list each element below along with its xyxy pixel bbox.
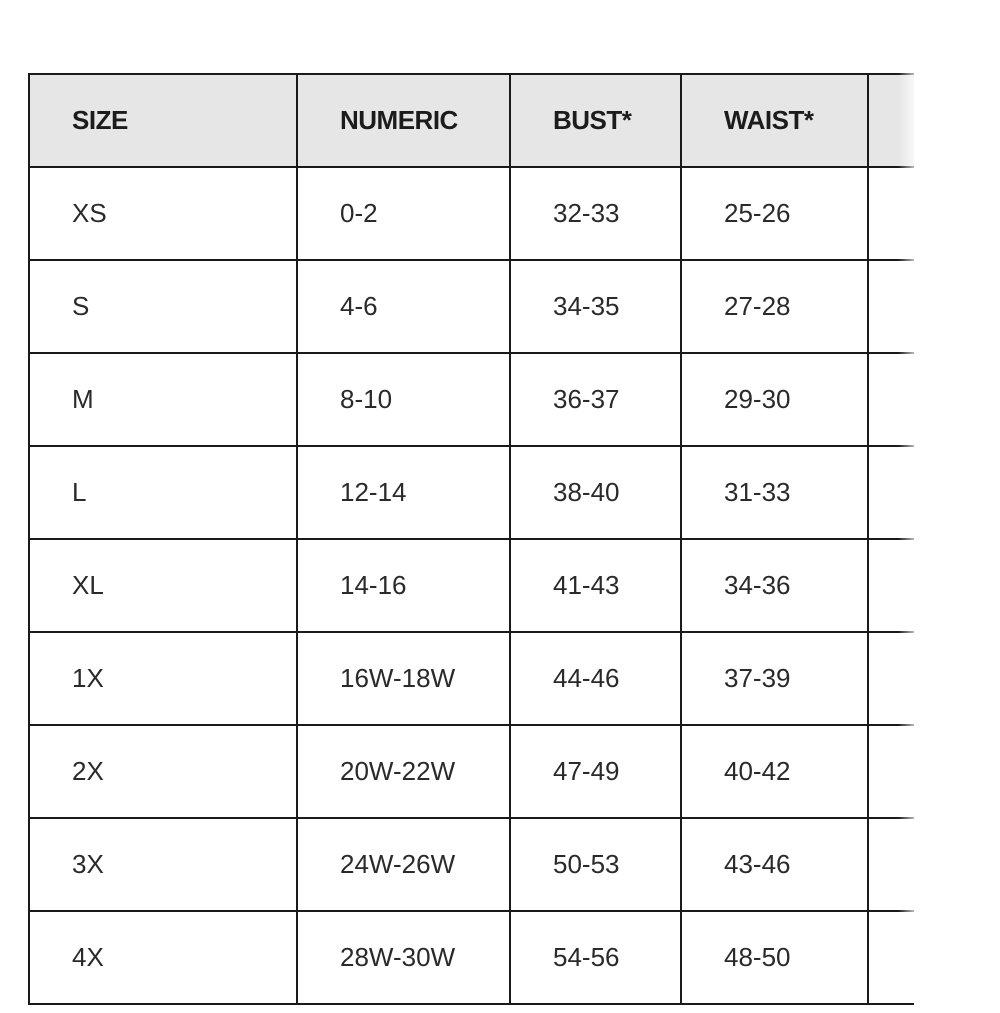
cell-cut-off xyxy=(868,539,914,632)
cell-size: 2X xyxy=(29,725,297,818)
table-row xyxy=(29,725,914,818)
cell-bust: 38-40 xyxy=(510,446,681,539)
cell-cut-off xyxy=(868,353,914,446)
cell-size: M xyxy=(29,353,297,446)
table-row xyxy=(29,353,914,446)
cell-cut-off xyxy=(868,260,914,353)
cell-size: 3X xyxy=(29,818,297,911)
table-row xyxy=(29,818,914,911)
cell-size: L xyxy=(29,446,297,539)
cell-bust: 47-49 xyxy=(510,725,681,818)
cell-cut-off xyxy=(868,632,914,725)
cell-waist: 34-36 xyxy=(681,539,868,632)
cell-numeric: 4-6 xyxy=(297,260,510,353)
cell-waist: 31-33 xyxy=(681,446,868,539)
cell-size: XS xyxy=(29,167,297,260)
cell-waist: 40-42 xyxy=(681,725,868,818)
cell-bust: 50-53 xyxy=(510,818,681,911)
cell-waist: 43-46 xyxy=(681,818,868,911)
cell-bust: 44-46 xyxy=(510,632,681,725)
cell-bust: 41-43 xyxy=(510,539,681,632)
cell-waist: 29-30 xyxy=(681,353,868,446)
cell-size: 1X xyxy=(29,632,297,725)
column-header-bust: BUST* xyxy=(510,74,681,167)
cell-cut-off xyxy=(868,911,914,1004)
table-row xyxy=(29,446,914,539)
table-header-row xyxy=(29,74,914,167)
size-chart-viewport[interactable] xyxy=(28,73,914,1013)
cell-numeric: 24W-26W xyxy=(297,818,510,911)
size-chart-table xyxy=(28,73,914,1005)
cell-bust: 34-35 xyxy=(510,260,681,353)
cell-bust: 32-33 xyxy=(510,167,681,260)
cell-size: 4X xyxy=(29,911,297,1004)
cell-numeric: 8-10 xyxy=(297,353,510,446)
cell-cut-off xyxy=(868,446,914,539)
table-row xyxy=(29,911,914,1004)
cell-numeric: 14-16 xyxy=(297,539,510,632)
cell-numeric: 16W-18W xyxy=(297,632,510,725)
cell-cut-off xyxy=(868,167,914,260)
column-header-cut-off xyxy=(868,74,914,167)
cell-size: XL xyxy=(29,539,297,632)
table-row xyxy=(29,260,914,353)
column-header-waist: WAIST* xyxy=(681,74,868,167)
table-row xyxy=(29,632,914,725)
cell-waist: 25-26 xyxy=(681,167,868,260)
cell-cut-off xyxy=(868,725,914,818)
column-header-size: SIZE xyxy=(29,74,297,167)
column-header-numeric: NUMERIC xyxy=(297,74,510,167)
table-row xyxy=(29,167,914,260)
cell-waist: 48-50 xyxy=(681,911,868,1004)
table-row xyxy=(29,539,914,632)
cell-numeric: 28W-30W xyxy=(297,911,510,1004)
cell-bust: 36-37 xyxy=(510,353,681,446)
cell-waist: 27-28 xyxy=(681,260,868,353)
cell-numeric: 20W-22W xyxy=(297,725,510,818)
cell-cut-off xyxy=(868,818,914,911)
cell-numeric: 0-2 xyxy=(297,167,510,260)
cell-bust: 54-56 xyxy=(510,911,681,1004)
cell-size: S xyxy=(29,260,297,353)
cell-waist: 37-39 xyxy=(681,632,868,725)
cell-numeric: 12-14 xyxy=(297,446,510,539)
